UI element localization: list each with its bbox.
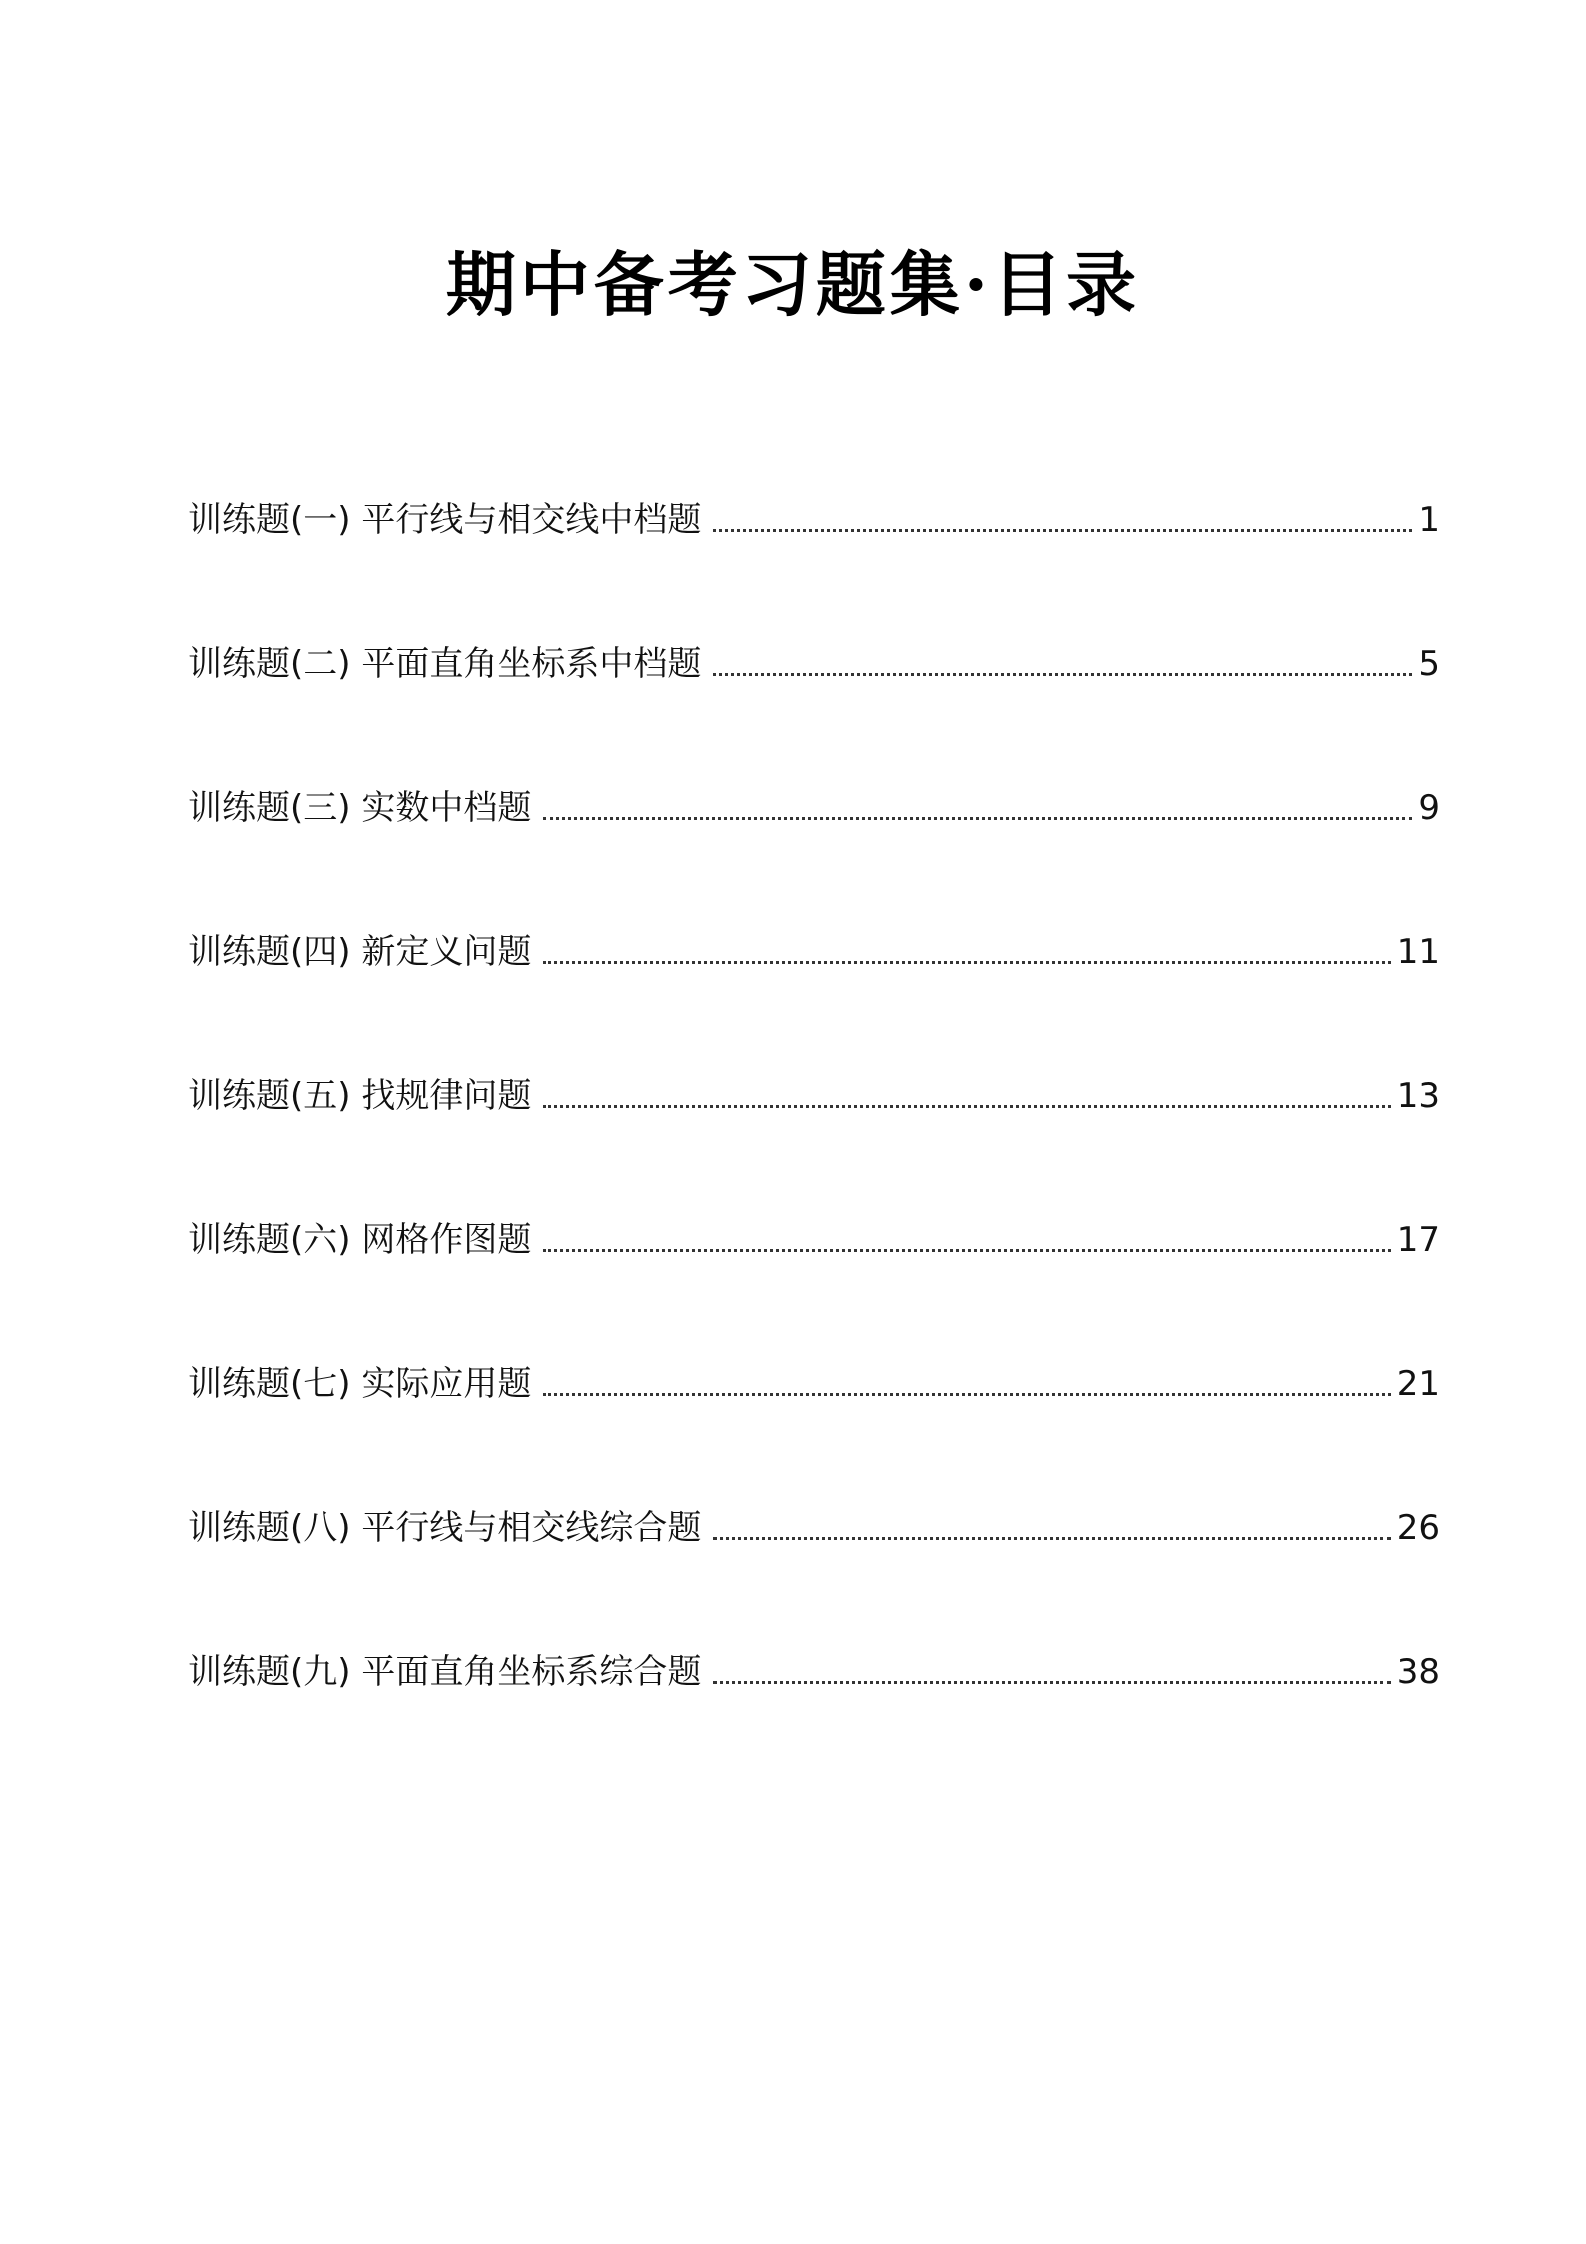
- toc-entry-label: 训练题(三) 实数中档题: [188, 788, 532, 828]
- toc-entry-4[interactable]: [188, 832, 1440, 976]
- toc-entry-label: 训练题(九) 平面直角坐标系综合题: [188, 1652, 702, 1692]
- dot-leader: [713, 1681, 1390, 1684]
- toc-entry-9[interactable]: [188, 1552, 1440, 1696]
- dot-leader: [713, 1537, 1390, 1540]
- toc-entry-2[interactable]: [188, 544, 1440, 688]
- toc-entry-label: 训练题(二) 平面直角坐标系中档题: [188, 644, 702, 684]
- toc-entry-5[interactable]: [188, 976, 1440, 1120]
- dot-leader: [543, 1393, 1390, 1396]
- table-of-contents: [188, 400, 1440, 1696]
- dot-leader: [543, 961, 1390, 964]
- toc-entry-7[interactable]: [188, 1264, 1440, 1408]
- toc-entry-page: 13: [1396, 1076, 1440, 1116]
- toc-entry-label: 训练题(五) 找规律问题: [188, 1076, 532, 1116]
- dot-leader: [543, 1105, 1390, 1108]
- toc-entry-page: 38: [1396, 1652, 1440, 1692]
- toc-entry-page: 9: [1418, 788, 1440, 828]
- dot-leader: [713, 529, 1412, 532]
- toc-entry-page: 26: [1396, 1508, 1440, 1548]
- toc-entry-page: 11: [1396, 932, 1440, 972]
- dot-leader: [713, 673, 1412, 676]
- toc-entry-6[interactable]: [188, 1120, 1440, 1264]
- toc-entry-page: 17: [1396, 1220, 1440, 1260]
- toc-entry-page: 1: [1418, 500, 1440, 540]
- toc-entry-label: 训练题(四) 新定义问题: [188, 932, 532, 972]
- toc-entry-label: 训练题(七) 实际应用题: [188, 1364, 532, 1404]
- dot-leader: [543, 1249, 1390, 1252]
- toc-entry-3[interactable]: [188, 688, 1440, 832]
- toc-entry-label: 训练题(八) 平行线与相交线综合题: [188, 1508, 702, 1548]
- toc-entry-8[interactable]: [188, 1408, 1440, 1552]
- toc-entry-label: 训练题(一) 平行线与相交线中档题: [188, 500, 702, 540]
- dot-leader: [543, 817, 1412, 820]
- toc-entry-page: 21: [1396, 1364, 1440, 1404]
- toc-entry-page: 5: [1418, 644, 1440, 684]
- toc-entry-label: 训练题(六) 网格作图题: [188, 1220, 532, 1260]
- page-title: 期中备考习题集·目录: [445, 243, 1141, 326]
- toc-entry-1[interactable]: [188, 400, 1440, 544]
